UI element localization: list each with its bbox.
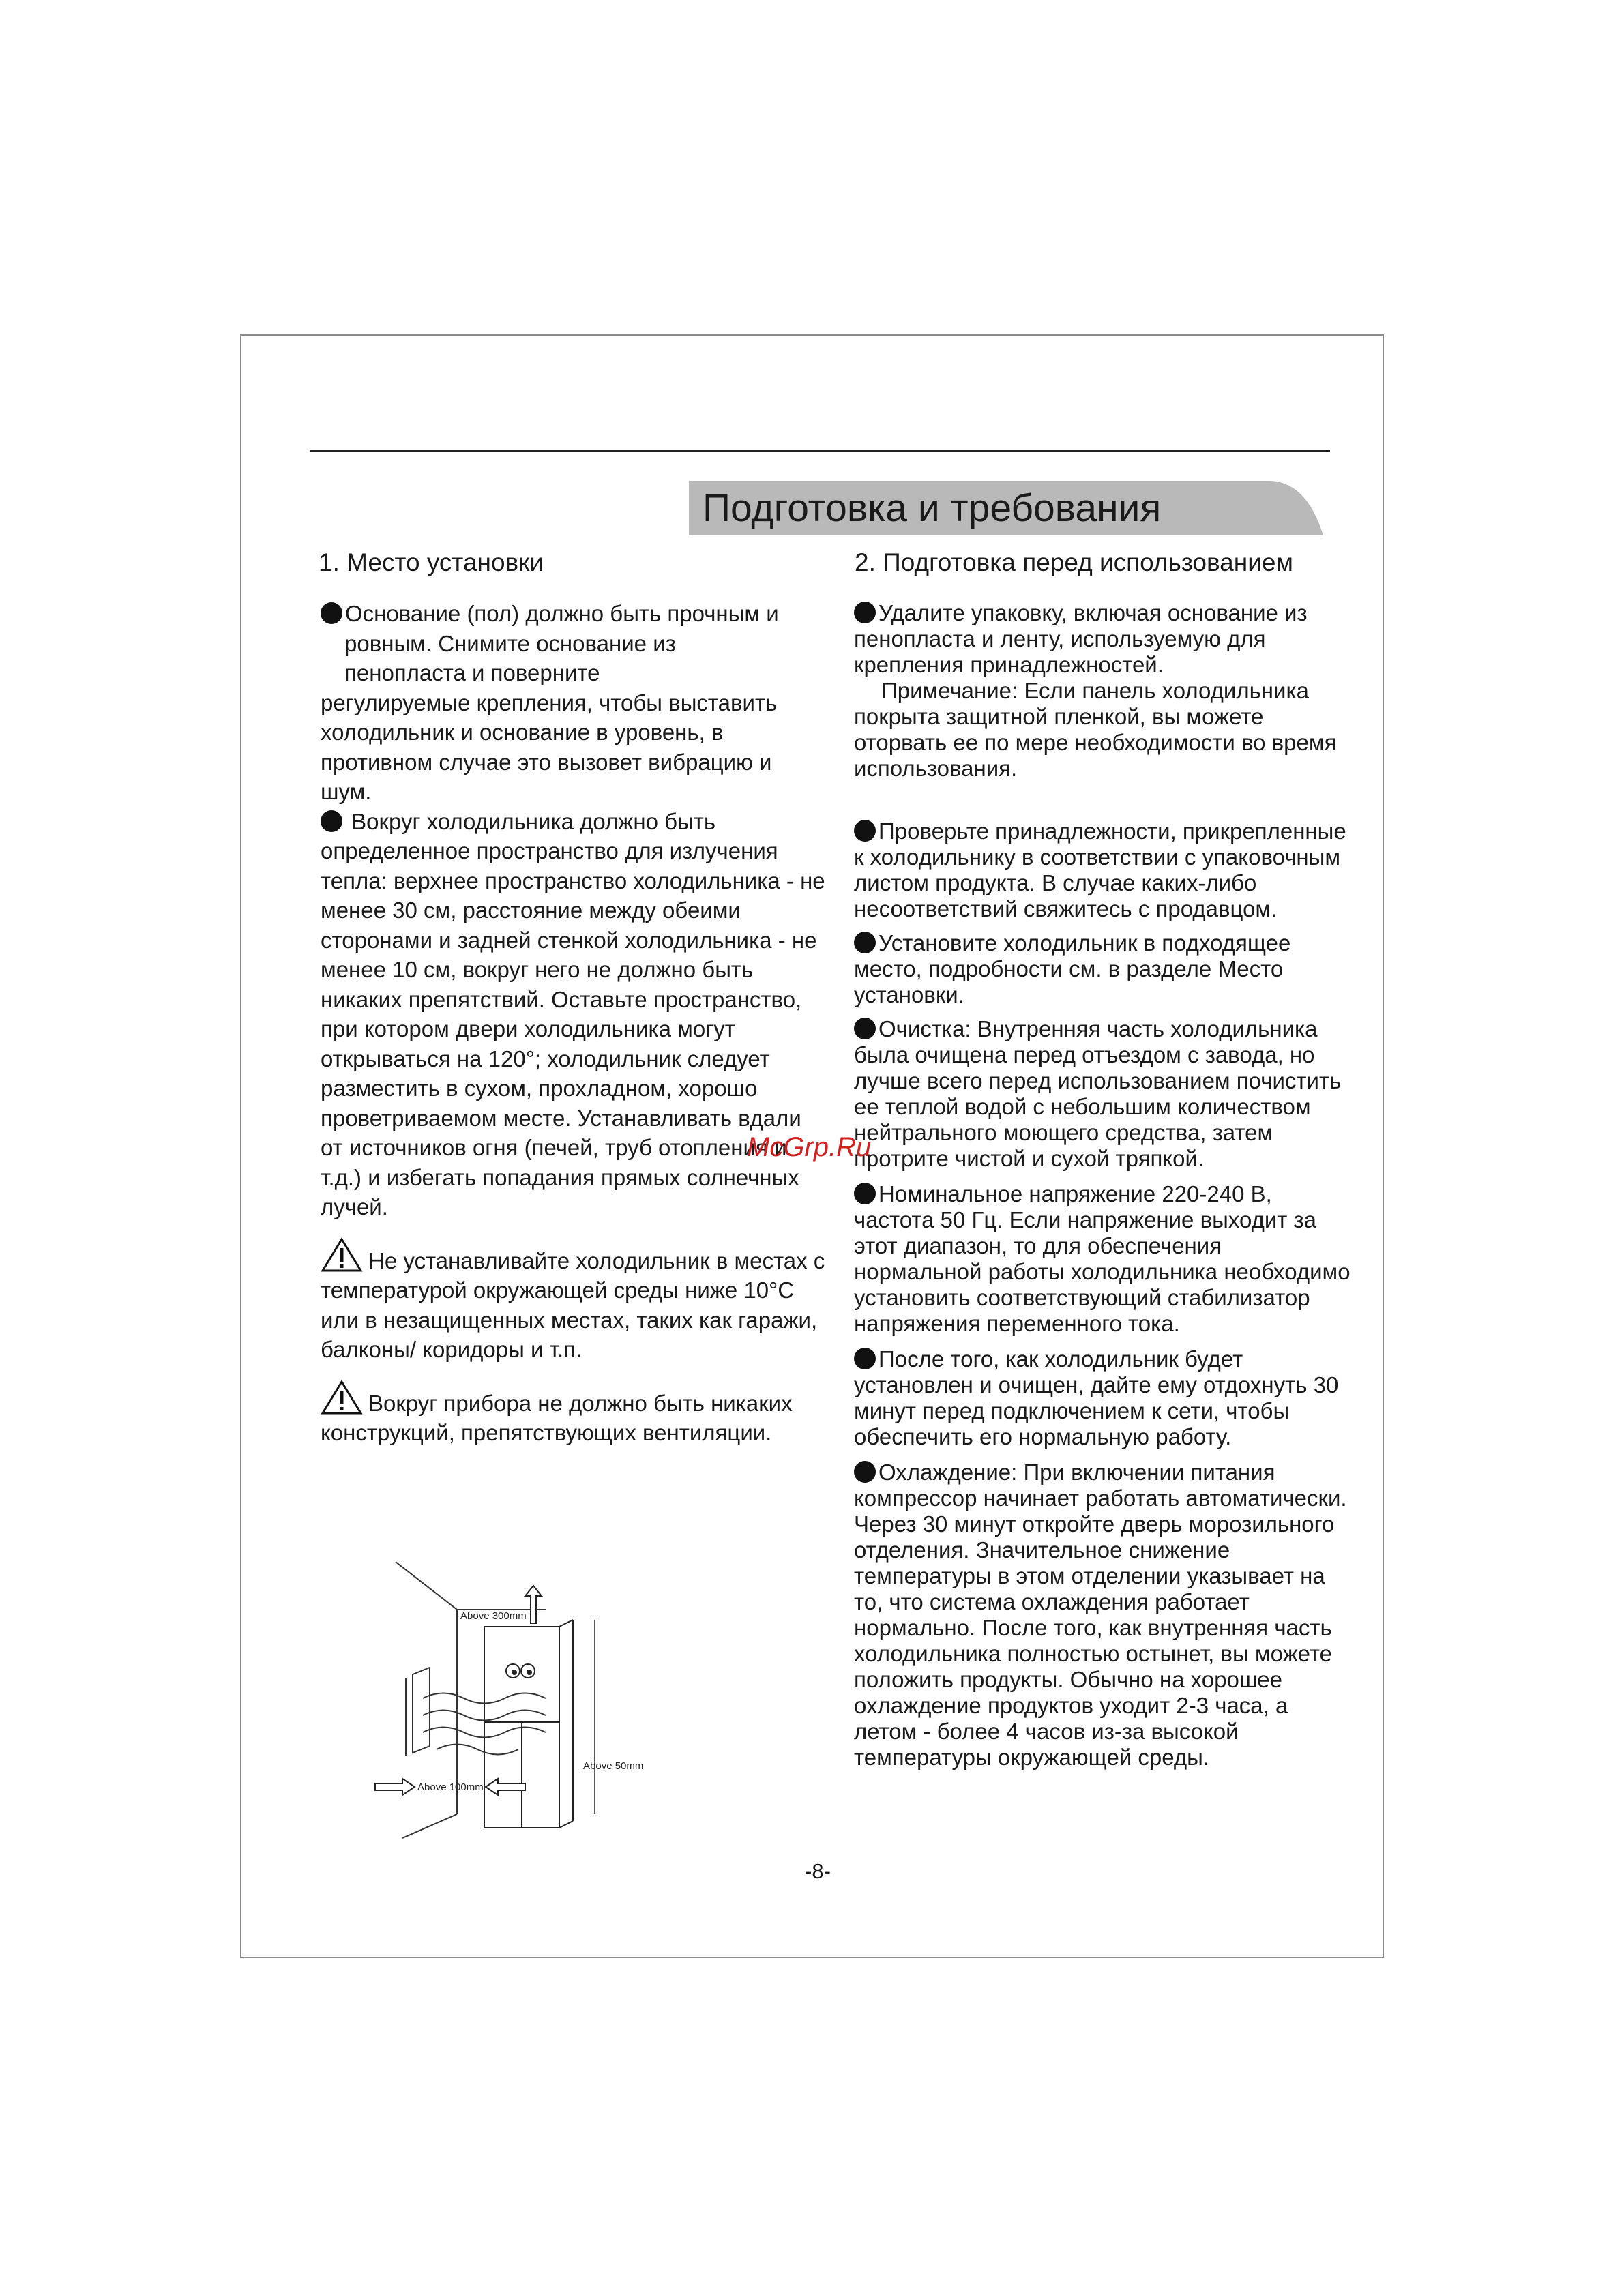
right-paragraph-4 [854,1016,1355,1172]
right-paragraph-1 [854,600,1355,678]
right-p4-text: Очистка: Внутренняя часть холодильника была очищена перед отъездом с завода, но лучше всего перед использованием почистить ее теплой водой с небольшим количеством нейтрального моющего средства, затем протрите чистой и сухой тряпкой. [854,1016,1342,1171]
label-above-50mm: Above 50mm [583,1760,644,1772]
right-p7-text: Охлаждение: При включении питания компрессор начинает работать автоматически. Через 30 минут откройте дверь морозильного отделения. Значительное снижение температуры в этом отделении указывает на то, что система охлаждения работает нормально. После того, как внутренняя часть холодильника полностью остынет, вы можете положить продукты. Обычно на хорошее охлаждение продуктов уходит 2-3 часа, а летом - более 4 часов из-за высокой температуры окружающей среды. [854,1460,1347,1770]
left-p1-line3: пенопласта и поверните [344,660,600,685]
left-p1-line2: ровным. Снимите основание из [344,630,676,656]
section-heading-location: 1. Место установки [319,548,544,576]
right-column [854,600,1355,1771]
warning-icon [321,1380,363,1415]
page-title: Подготовка и требования [703,486,1162,530]
bullet-icon [854,1183,876,1204]
label-above-300mm: Above 300mm [460,1610,527,1622]
label-above-100mm: Above 100mm [417,1781,484,1793]
right-p5-text: Номинальное напряжение 220-240 В, частота 50 Гц. Если напряжение выходит за этот диапазон, то для обеспечения нормальной работы холодильника необходимо установить соответствующий стабилизатор напряжения переменного тока. [854,1181,1350,1336]
bullet-icon [854,820,876,842]
bullet-icon [854,932,876,953]
bullet-icon [854,1018,876,1039]
section-heading-preparation: 2. Подготовка перед использованием [855,548,1293,576]
warning-2-text: Вокруг прибора не должно быть никаких конструкций, препятствующих вентиляции. [321,1390,793,1445]
left-column [321,599,825,1448]
right-paragraph-6 [854,1346,1355,1450]
left-p1-rest: регулируемые крепления, чтобы выставить холодильник и основание в уровень, в противном случае это вызовет вибрацию и шум. [321,690,778,804]
right-paragraph-3 [854,930,1355,1008]
left-warning-2 [321,1380,825,1448]
watermark: McGrp.Ru [747,1132,872,1162]
fridge-clearance-illustration [355,1555,655,1841]
right-note [854,678,1355,782]
right-p2-text: Проверьте принадлежности, прикрепленные к холодильнику в соответствии с упаковочным листом продукта. В случае каких-либо несоответствий свяжитесь с продавцом. [854,818,1346,921]
right-note-text: Примечание: Если панель холодильника покрыта защитной пленкой, вы можете оторвать ее по мере необходимости во время использования. [854,678,1337,781]
right-paragraph-5 [854,1181,1355,1337]
right-p6-text: После того, как холодильник будет установлен и очищен, дайте ему отдохнуть 30 минут перед подключением к сети, чтобы обеспечить его нормальную работу. [854,1346,1339,1449]
section-title-bar [689,481,1323,535]
right-paragraph-7 [854,1460,1355,1771]
left-paragraph-1 [321,599,825,807]
installation-diagram [355,1555,655,1841]
warning-1-text: Не устанавливайте холодильник в местах с температурой окружающей среды ниже 10°C или в незащищенных местах, таких как гаражи, балконы/ коридоры и т.п. [321,1247,825,1362]
bullet-icon [321,602,342,624]
left-p2-text: Вокруг холодильника должно быть определенное пространство для излучения тепла: верхнее пространство холодильника - не менее 30 см, расстояние между обеими сторонами и задней стенкой холодильника - не менее 10 см, вокруг него не должно быть никаких препятствий. Оставьте пространство, при котором двери холодильника могут открываться на 120°; холодильник следует разместить в сухом, прохладном, хорошо проветриваемом месте. Устанавливать вдали от источников огня (печей, труб отопления и т.д.) и избегать попадания прямых солнечных лучей. [321,808,825,1219]
right-p3-text: Установите холодильник в подходящее место, подробности см. в разделе Место установки. [854,930,1291,1007]
header-rule [310,450,1330,452]
bullet-icon [854,602,876,623]
bullet-icon [854,1348,876,1369]
page-number: -8- [805,1859,831,1883]
right-paragraph-2 [854,818,1355,922]
left-warning-1 [321,1237,825,1365]
warning-icon [321,1237,363,1273]
right-p1-text: Удалите упаковку, включая основание из пенопласта и ленту, используемую для крепления принадлежностей. [854,600,1308,677]
bullet-icon [854,1461,876,1483]
left-p1-line1: Основание (пол) должно быть прочным и [345,601,779,626]
bullet-icon [321,810,342,832]
